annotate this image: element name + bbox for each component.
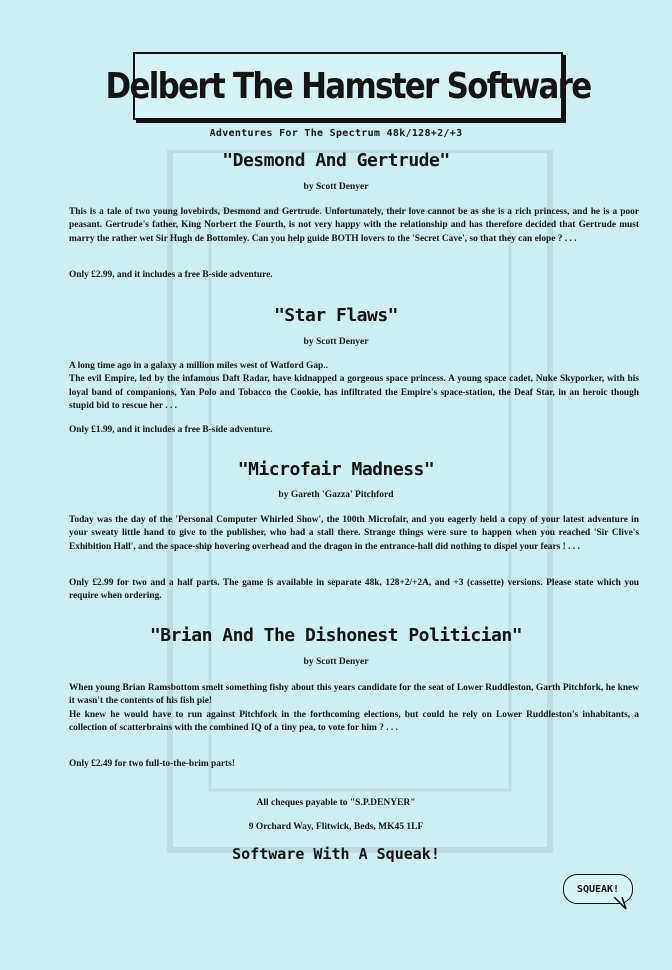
address: 9 Orchard Way, Flitwick, Beds, MK45 1LF [248, 822, 424, 832]
platform-subtitle: Adventures For The Spectrum 48k/128+2/+3 [209, 128, 463, 139]
product-title-brian: "Brian And The Dishonest Politician" [149, 625, 523, 646]
product-title-microfair: "Microfair Madness" [237, 459, 435, 480]
company-name: Delbert The Hamster Software [105, 65, 591, 107]
product-author-desmond: by Scott Denyer [303, 182, 369, 192]
product-author-star-flaws: by Scott Denyer [303, 337, 369, 347]
slogan: Software With A Squeak! [232, 845, 440, 863]
description-text: The evil Empire, led by the infamous Daft Radar, have kidnapped a gorgeous space princess. A young space cadet, Nuke Skyporker, with his loyal band of companions, Yan Polo and Tobacco the Cookie, has infiltrated the Empire's space-station, the Deaf Star, in an heroic though stupid bid to rescue her . . . [69, 374, 639, 412]
product-description-star-flaws [69, 360, 639, 414]
product-price-star-flaws: Only £1.99, and it includes a free B-side adventure. [69, 425, 273, 435]
squeak-text: SQUEAK! [576, 883, 620, 895]
description-text: A long time ago in a galaxy a million miles west of Watford Gap.. [69, 361, 328, 371]
product-price-desmond: Only £2.99, and it includes a free B-side adventure. [69, 270, 273, 280]
product-description-brian [69, 682, 639, 736]
cheques-payable: All cheques payable to "S.P.DENYER" [256, 798, 416, 808]
product-price-microfair: Only £2.99 for two and a half parts. The game is available in separate 48k, 128+2/+2A, and +3 (cassette) versions. Please state which you require when ordering. [69, 578, 639, 602]
description-text: He knew he would have to run against Pitchfork in the forthcoming elections, but could he rely on Lower Ruddleston's inhabitants, a collection of scatterbrains with the combined IQ of a tiny pea, to vote for him ? . . . [69, 709, 639, 734]
description-text: When young Brian Ramsbottom smelt something fishy about this years candidate for the seat of Lower Ruddleston, Garth Pitchfork, he knew it wasn't the contents of his fish pie! [69, 683, 639, 707]
product-title-desmond: "Desmond And Gertrude" [222, 150, 450, 171]
product-price-brian: Only £2.49 for two full-to-the-brim parts! [69, 759, 235, 769]
company-logo [105, 52, 591, 120]
product-description-microfair [69, 514, 639, 554]
product-author-microfair: by Gareth 'Gazza' Pitchford [278, 490, 394, 500]
product-title-star-flaws: "Star Flaws" [273, 305, 399, 326]
product-author-brian: by Scott Denyer [303, 657, 369, 667]
speech-bubble-tail-icon [612, 897, 634, 911]
description-text: This is a tale of two young lovebirds, Desmond and Gertrude. Unfortunately, their love cannot be as she is a rich princess, and he is a poor peasant. Gertrude's father, King Norbert the Fourth, is not very happy with the relationship and has therefore decided that Gertrude must marry the rather wet Sir Hugh de Bottomley. Can you help guide BOTH lovers to the 'Secret Cave', so that they can elope ? . . . [69, 207, 639, 244]
product-description-desmond [69, 206, 639, 246]
description-text: Today was the day of the 'Personal Computer Whirled Show', the 100th Microfair, and you eagerly held a copy of your latest adventure in your sweaty little hand to give to the publisher, who had a stall there. Strange things were sure to happen when you reached 'Sir Clive's Exhibition Hall', and the space-ship hovering overhead and the dragon in the entrance-hall did nothing to dispel your fears ! . . . [69, 515, 639, 552]
